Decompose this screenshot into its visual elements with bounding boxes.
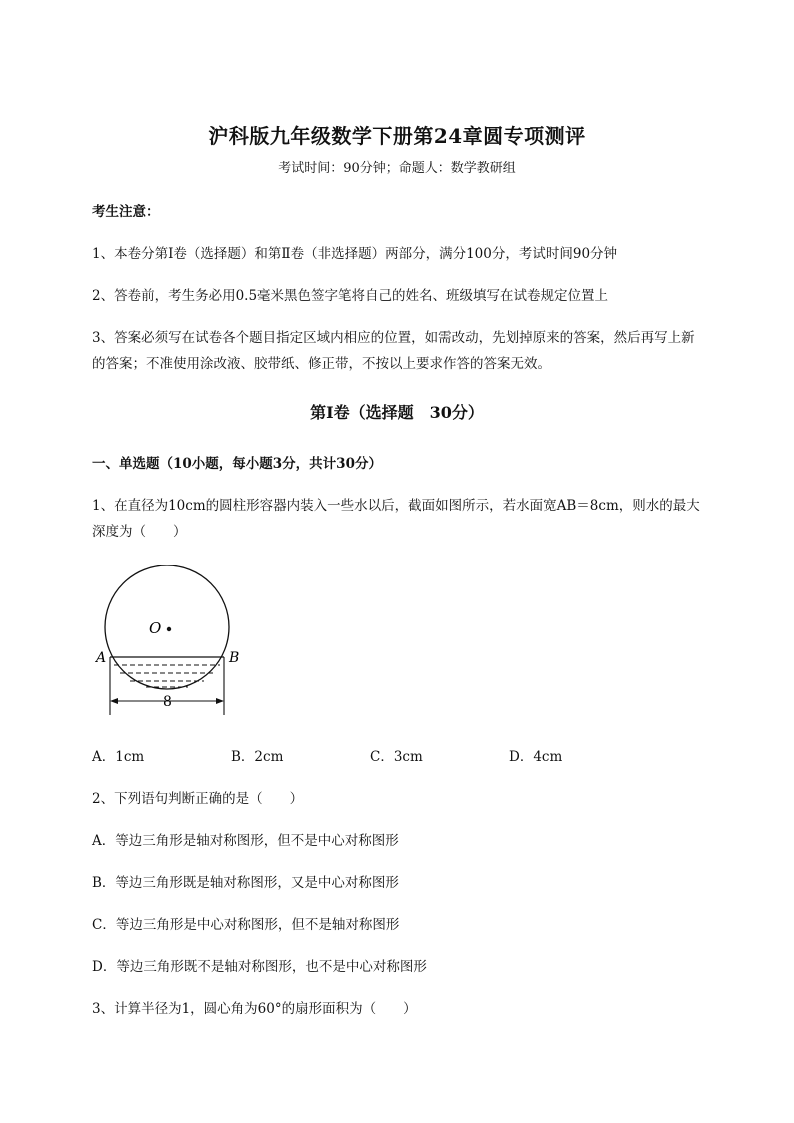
- label-o: O: [149, 619, 162, 637]
- arrow-left: [110, 698, 118, 704]
- circle-outline: [105, 565, 229, 689]
- question-2-stem: 2、下列语句判断正确的是（ ）: [92, 791, 304, 807]
- question-3-stem: 3、计算半径为1，圆心角为60°的扇形面积为（ ）: [92, 1001, 417, 1017]
- question-1-line-2: 深度为（ ）: [92, 524, 187, 540]
- notice-item-3-continued: 的答案；不准使用涂改液、胶带纸、修正带，不按以上要求作答的答案无效。: [92, 356, 551, 372]
- section-1-heading: 一、单选题（10小题，每小题3分，共计30分）: [92, 456, 382, 472]
- part-1-title: 第I卷（选择题 30分）: [310, 403, 484, 422]
- page-title: 沪科版九年级数学下册第24章圆专项测评: [208, 124, 586, 148]
- notice-item-3: 3、答案必须写在试卷各个题目指定区域内相应的位置，如需改动，先划掉原来的答案，然后再写上新: [92, 330, 695, 346]
- question-1-figure: [92, 565, 252, 724]
- question-2-option-d: D．等边三角形既不是轴对称图形，也不是中心对称图形: [92, 959, 427, 975]
- question-2-option-c: C．等边三角形是中心对称图形，但不是轴对称图形: [92, 917, 400, 933]
- question-1-option-a: A．1cm: [92, 749, 145, 765]
- question-2-option-b: B．等边三角形既是轴对称图形，又是中心对称图形: [92, 875, 399, 891]
- label-a: A: [96, 650, 107, 666]
- label-b: B: [229, 650, 240, 666]
- question-1-option-d: D．4cm: [509, 749, 563, 765]
- question-1-option-b: B．2cm: [231, 749, 284, 765]
- question-1-option-c: C．3cm: [370, 749, 423, 765]
- notice-item-2: 2、答卷前，考生务必用0.5毫米黑色签字笔将自己的姓名、班级填写在试卷规定位置上: [92, 288, 609, 304]
- notice-item-1: 1、本卷分第I卷（选择题）和第Ⅱ卷（非选择题）两部分，满分100分，考试时间90分钟: [92, 246, 618, 262]
- notice-heading: 考生注意：: [92, 204, 160, 220]
- arrow-right: [216, 698, 224, 704]
- circle-water-diagram: [92, 565, 252, 720]
- question-2-option-a: A．等边三角形是轴对称图形，但不是中心对称图形: [92, 833, 399, 849]
- label-width: 8: [163, 694, 172, 710]
- question-1-line-1: 1、在直径为10cm的圆柱形容器内装入一些水以后，截面如图所示，若水面宽AB＝8cm，则水的最大: [92, 498, 700, 514]
- center-point: [167, 627, 171, 631]
- exam-info: 考试时间：90分钟；命题人：数学教研组: [278, 161, 516, 176]
